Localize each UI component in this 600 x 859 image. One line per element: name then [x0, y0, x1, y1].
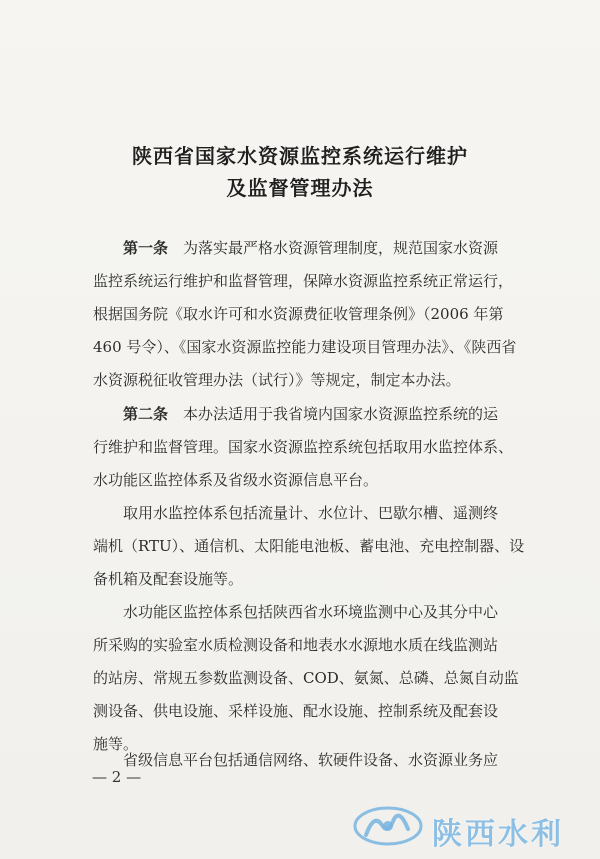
- article-1-text-1: 为落实最严格水资源管理制度，规范国家水资源: [183, 239, 499, 257]
- document-title-line-1: 陕西省国家水资源监控系统运行维护: [132, 144, 468, 168]
- function-zone-para-line-2: 所采购的实验室水质检测设备和地表水水源地水质在线监测站: [93, 636, 499, 654]
- article-1-line-4: 460 号令）、《国家水资源监控能力建设项目管理办法》、《陕西省: [93, 338, 517, 356]
- function-zone-para-line-3: 的站房、常规五参数监测设备、COD、氨氮、总磷、总氮自动监: [93, 669, 519, 687]
- shaanxi-water-logo-icon: [352, 805, 424, 847]
- watermark: [352, 803, 592, 851]
- article-1-line-1: [123, 238, 523, 258]
- page-number: — 2 —: [92, 768, 142, 786]
- article-2-line-2: 行维护和监督管理。国家水资源监控系统包括取用水监控体系、: [93, 438, 514, 456]
- article-1-label: 第一条: [123, 239, 169, 257]
- platform-para-line-1: 省级信息平台包括通信网络、软硬件设备、水资源业务应: [123, 751, 499, 769]
- intake-para-line-2: 端机（RTU）、通信机、太阳能电池板、蓄电池、充电控制器、设: [93, 537, 525, 555]
- function-zone-para-line-1: 水功能区监控体系包括陕西省水环境监测中心及其分中心: [123, 603, 499, 621]
- intake-para-line-3: 备机箱及配套设施等。: [93, 570, 244, 588]
- article-1-line-3: 根据国务院《取水许可和水资源费征收管理条例》（2006 年第: [93, 305, 504, 323]
- article-2-label: 第二条: [123, 405, 169, 423]
- function-zone-para-line-5: 施等。: [93, 735, 139, 753]
- watermark-text: 陕西水利: [432, 817, 564, 852]
- intake-para-line-1: 取用水监控体系包括流量计、水位计、巴歇尔槽、遥测终: [123, 504, 499, 522]
- document-title-line-2: 及监督管理办法: [226, 176, 374, 200]
- article-1-line-2: 监控系统运行维护和监督管理，保障水资源监控系统正常运行，: [93, 272, 514, 290]
- function-zone-para-line-4: 测设备、供电设施、采样设施、配水设施、控制系统及配套设: [93, 702, 499, 720]
- article-2-text-1: 本办法适用于我省境内国家水资源监控系统的运: [183, 405, 499, 423]
- article-1-line-5: 水资源税征收管理办法（试行）》等规定，制定本办法。: [93, 371, 461, 389]
- article-2-line-3: 水功能区监控体系及省级水资源信息平台。: [93, 471, 379, 489]
- article-2-line-1: [123, 404, 523, 424]
